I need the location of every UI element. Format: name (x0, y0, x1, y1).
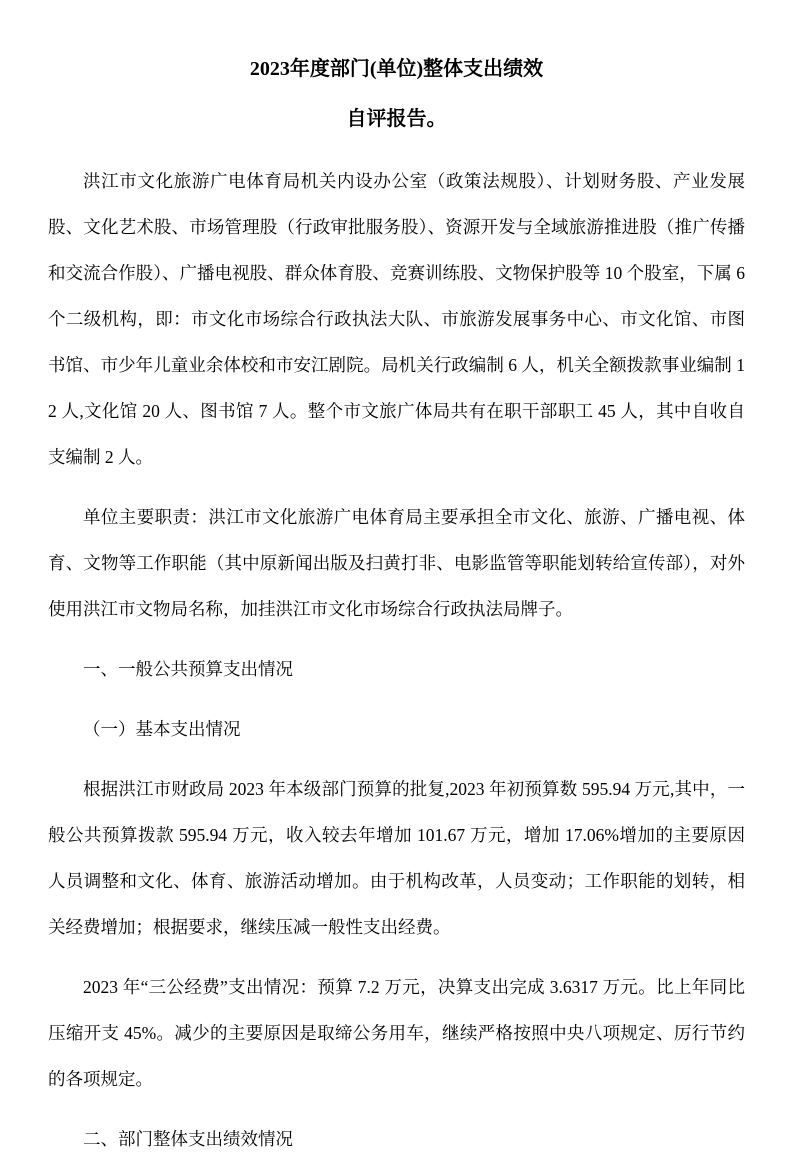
heading-section-2-overall-performance: 二、部门整体支出绩效情况 (83, 1129, 293, 1149)
paragraph-three-public-funds: 2023 年“三公经费”支出情况：预算 7.2 万元，决算支出完成 3.6317 万元。比上年同比压缩开支 45%。减少的主要原因是取缔公务用车，继续严格按照中央八项规定、厉行节约的各项规定。 (48, 977, 745, 1089)
heading-section-1-public-budget: 一、一般公共预算支出情况 (83, 659, 293, 679)
document-title-line-1: 2023年度部门(单位)整体支出绩效 (249, 58, 544, 80)
paragraph-budget-approval: 根据洪江市财政局 2023 年本级部门预算的批复,2023 年初预算数 595.94 万元,其中，一般公共预算拨款 595.94 万元，收入较去年增加 101.67 万元，增加 17.06%增加的主要原因人员调整和文化、体育、旅游活动增加。由于机构改革，人员变动；工作职能的划转，相关经费增加；根据要求，继续压减一般性支出经费。 (48, 779, 745, 937)
paragraph-main-duties: 单位主要职责：洪江市文化旅游广电体育局主要承担全市文化、旅游、广播电视、体育、文物等工作职能（其中原新闻出版及扫黄打非、电影监管等职能划转给宣传部），对外使用洪江市文物局名称，加挂洪江市文化市场综合行政执法局牌子。 (48, 507, 745, 619)
document-title-line-2: 自评报告。 (346, 108, 447, 130)
heading-section-1-1-basic-expenditure: （一）基本支出情况 (83, 719, 241, 739)
document-title (48, 44, 745, 144)
paragraph-org-structure: 洪江市文化旅游广电体育局机关内设办公室（政策法规股）、计划财务股、产业发展股、文化艺术股、市场管理股（行政审批服务股）、资源开发与全域旅游推进股（推广传播和交流合作股）、广播电视股、群众体育股、竞赛训练股、文物保护股等 10 个股室，下属 6 个二级机构，即：市文化市场综合行政执法大队、市旅游发展事务中心、市文化馆、市图书馆、市少年儿童业余体校和市安江剧院。局机关行政编制 6 人，机关全额拨款事业编制 12 人,文化馆 20 人、图书馆 7 人。整个市文旅广体局共有在职干部职工 45 人，其中自收自支编制 2 人。 (48, 171, 745, 467)
